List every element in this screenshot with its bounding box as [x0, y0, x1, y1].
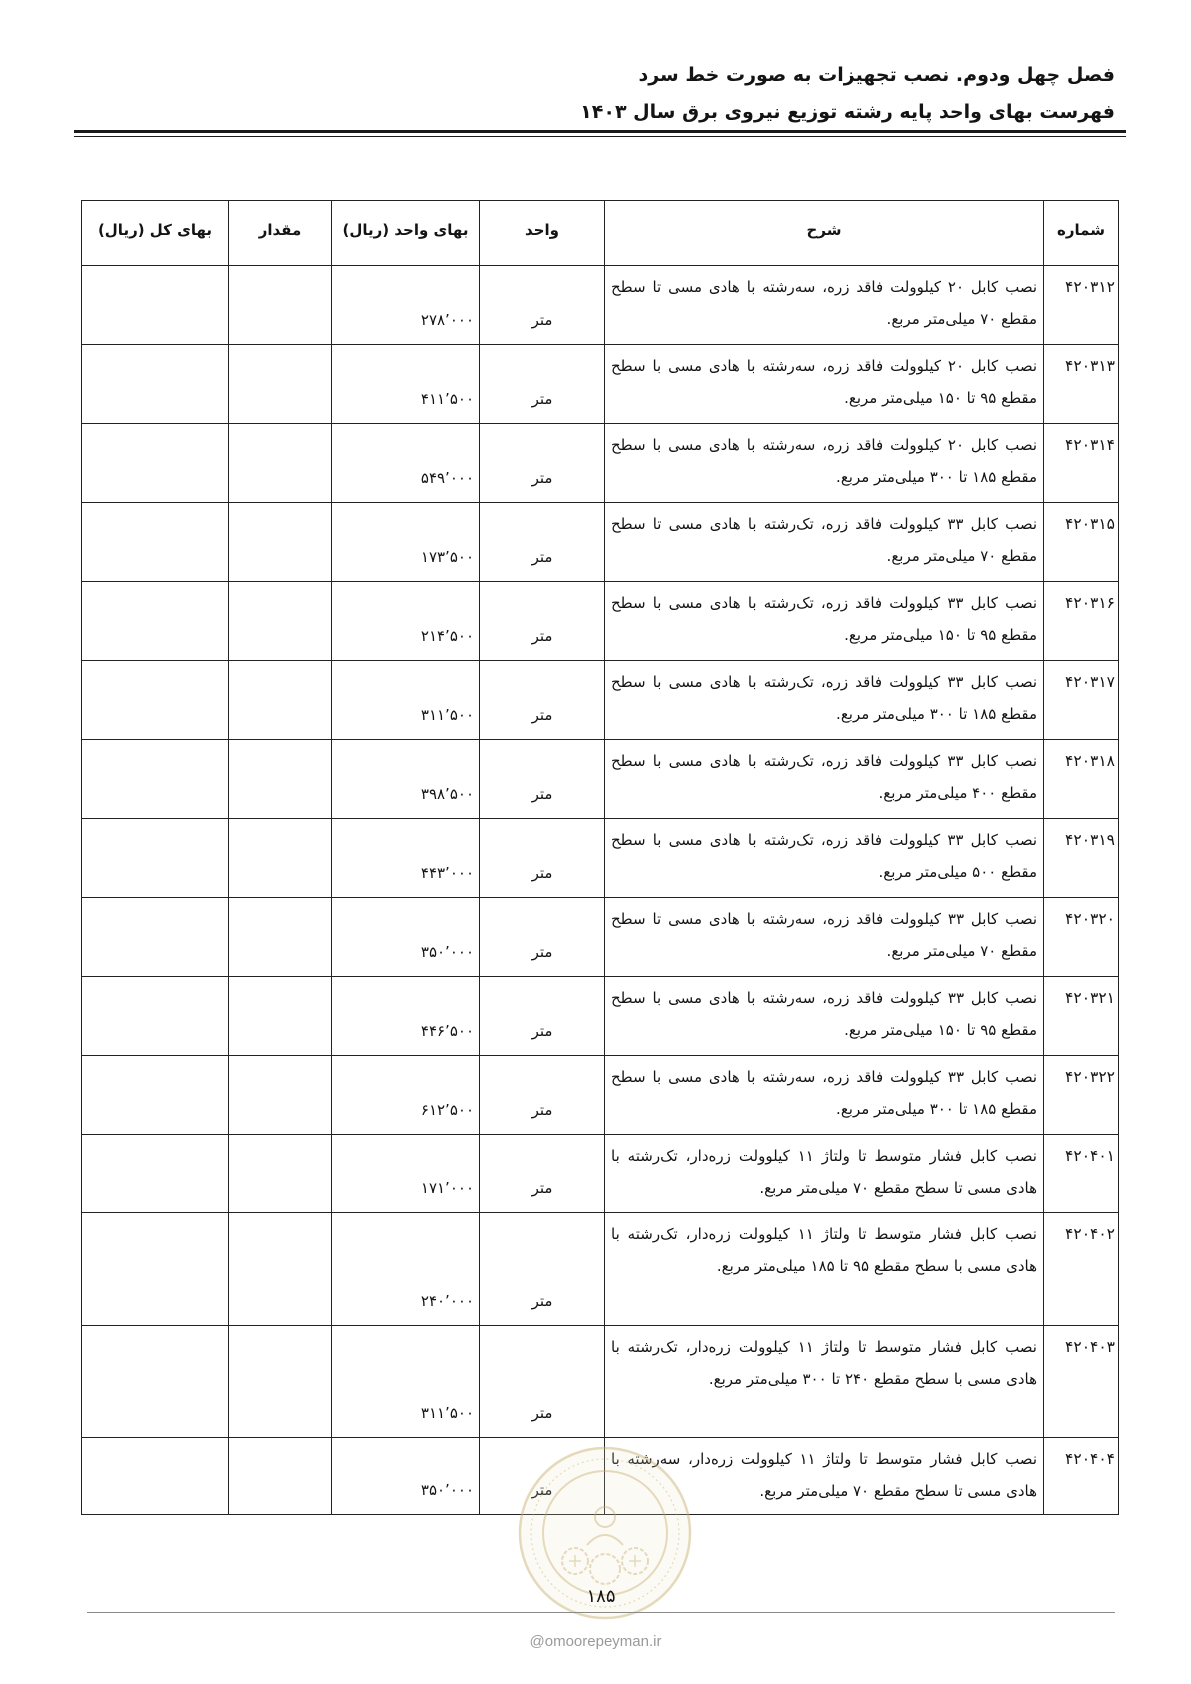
row-unit-price: ۲۴۰٬۰۰۰	[332, 1213, 480, 1326]
column-header-description: شرح	[605, 201, 1044, 266]
row-quantity	[229, 1213, 332, 1326]
row-quantity	[229, 977, 332, 1056]
header-rule-thin	[74, 136, 1126, 137]
page-number: ۱۸۵	[586, 1586, 616, 1607]
row-code: ۴۲۰۳۱۲	[1044, 266, 1119, 345]
column-header-code: شماره	[1044, 201, 1119, 266]
row-total-price	[82, 1438, 229, 1515]
row-unit: متر	[480, 1056, 605, 1135]
row-description: نصب کابل ۳۳ کیلوولت فاقد زره، سه‌رشته با هادی مسی تا سطح مقطع ۷۰ میلی‌متر مربع.	[605, 898, 1044, 977]
row-description: نصب کابل ۳۳ کیلوولت فاقد زره، تک‌رشته با هادی مسی با سطح مقطع ۹۵ تا ۱۵۰ میلی‌متر مربع.	[605, 582, 1044, 661]
seal-gear-right-icon	[622, 1548, 648, 1574]
table-header-row	[82, 201, 1119, 266]
row-total-price	[82, 345, 229, 424]
row-unit-price: ۲۱۴٬۵۰۰	[332, 582, 480, 661]
row-code: ۴۲۰۳۱۶	[1044, 582, 1119, 661]
row-unit: متر	[480, 503, 605, 582]
row-quantity	[229, 345, 332, 424]
row-total-price	[82, 977, 229, 1056]
row-quantity	[229, 661, 332, 740]
row-unit: متر	[480, 898, 605, 977]
row-description: نصب کابل ۳۳ کیلوولت فاقد زره، تک‌رشته با هادی مسی با سطح مقطع ۵۰۰ میلی‌متر مربع.	[605, 819, 1044, 898]
table-row	[82, 345, 1119, 424]
row-description: نصب کابل ۲۰ کیلوولت فاقد زره، سه‌رشته با هادی مسی با سطح مقطع ۱۸۵ تا ۳۰۰ میلی‌متر مربع.	[605, 424, 1044, 503]
table-row	[82, 661, 1119, 740]
row-code: ۴۲۰۴۰۴	[1044, 1438, 1119, 1515]
table-row	[82, 977, 1119, 1056]
row-quantity	[229, 898, 332, 977]
row-code: ۴۲۰۳۱۸	[1044, 740, 1119, 819]
row-quantity	[229, 1135, 332, 1213]
row-code: ۴۲۰۳۱۳	[1044, 345, 1119, 424]
row-code: ۴۲۰۴۰۲	[1044, 1213, 1119, 1326]
footer-rule	[87, 1612, 1115, 1613]
row-description: نصب کابل ۳۳ کیلوولت فاقد زره، تک‌رشته با هادی مسی با سطح مقطع ۴۰۰ میلی‌متر مربع.	[605, 740, 1044, 819]
column-header-total-price: بهای کل (ریال)	[82, 201, 229, 266]
row-unit-price: ۳۱۱٬۵۰۰	[332, 661, 480, 740]
column-header-unit: واحد	[480, 201, 605, 266]
row-quantity	[229, 1326, 332, 1438]
column-header-unit-price: بهای واحد (ریال)	[332, 201, 480, 266]
row-unit: متر	[480, 1438, 605, 1515]
table-row	[82, 898, 1119, 977]
table-row	[82, 1326, 1119, 1438]
row-unit: متر	[480, 1326, 605, 1438]
column-header-quantity: مقدار	[229, 201, 332, 266]
row-unit-price: ۳۹۸٬۵۰۰	[332, 740, 480, 819]
row-total-price	[82, 819, 229, 898]
row-description: نصب کابل ۳۳ کیلوولت فاقد زره، سه‌رشته با هادی مسی با سطح مقطع ۹۵ تا ۱۵۰ میلی‌متر مربع.	[605, 977, 1044, 1056]
row-unit-price: ۴۱۱٬۵۰۰	[332, 345, 480, 424]
document-header	[355, 57, 1115, 131]
row-code: ۴۲۰۳۱۵	[1044, 503, 1119, 582]
table-row	[82, 424, 1119, 503]
table-row	[82, 266, 1119, 345]
seal-gear-left-icon	[562, 1548, 588, 1574]
row-code: ۴۲۰۴۰۳	[1044, 1326, 1119, 1438]
row-unit-price: ۲۷۸٬۰۰۰	[332, 266, 480, 345]
row-description: نصب کابل فشار متوسط تا ولتاژ ۱۱ کیلوولت زره‌دار، تک‌رشته با هادی مسی با سطح مقطع ۹۵ تا ۱۸۵ میلی‌متر مربع.	[605, 1213, 1044, 1326]
row-total-price	[82, 503, 229, 582]
table-row	[82, 819, 1119, 898]
row-unit: متر	[480, 345, 605, 424]
row-description: نصب کابل ۲۰ کیلوولت فاقد زره، سه‌رشته با هادی مسی تا سطح مقطع ۷۰ میلی‌متر مربع.	[605, 266, 1044, 345]
row-unit: متر	[480, 977, 605, 1056]
row-total-price	[82, 1326, 229, 1438]
row-description: نصب کابل ۲۰ کیلوولت فاقد زره، سه‌رشته با هادی مسی با سطح مقطع ۹۵ تا ۱۵۰ میلی‌متر مربع.	[605, 345, 1044, 424]
row-total-price	[82, 1056, 229, 1135]
row-unit-price: ۱۷۳٬۵۰۰	[332, 503, 480, 582]
row-unit: متر	[480, 1135, 605, 1213]
row-unit: متر	[480, 266, 605, 345]
row-quantity	[229, 1056, 332, 1135]
seal-person-body-icon	[587, 1535, 623, 1545]
header-rule-thick	[74, 130, 1126, 133]
price-table	[81, 200, 1119, 1515]
row-quantity	[229, 740, 332, 819]
row-total-price	[82, 424, 229, 503]
price-list-title: فهرست بهای واحد پایه رشته توزیع نیروی برق سال ۱۴۰۳	[580, 101, 1115, 123]
row-unit-price: ۳۵۰٬۰۰۰	[332, 1438, 480, 1515]
chapter-title: فصل چهل ودوم. نصب تجهیزات به صورت خط سرد	[638, 64, 1115, 86]
row-unit: متر	[480, 424, 605, 503]
row-unit: متر	[480, 740, 605, 819]
row-unit-price: ۳۱۱٬۵۰۰	[332, 1326, 480, 1438]
row-unit-price: ۴۴۳٬۰۰۰	[332, 819, 480, 898]
row-code: ۴۲۰۳۱۷	[1044, 661, 1119, 740]
row-description: نصب کابل ۳۳ کیلوولت فاقد زره، تک‌رشته با هادی مسی تا سطح مقطع ۷۰ میلی‌متر مربع.	[605, 503, 1044, 582]
row-total-price	[82, 898, 229, 977]
row-quantity	[229, 819, 332, 898]
row-quantity	[229, 503, 332, 582]
row-description: نصب کابل ۳۳ کیلوولت فاقد زره، تک‌رشته با هادی مسی با سطح مقطع ۱۸۵ تا ۳۰۰ میلی‌متر مربع.	[605, 661, 1044, 740]
row-unit: متر	[480, 819, 605, 898]
row-quantity	[229, 1438, 332, 1515]
row-unit: متر	[480, 1213, 605, 1326]
row-code: ۴۲۰۳۲۲	[1044, 1056, 1119, 1135]
row-description: نصب کابل فشار متوسط تا ولتاژ ۱۱ کیلوولت زره‌دار، تک‌رشته با هادی مسی با سطح مقطع ۲۴۰ تا ۳۰۰ میلی‌متر مربع.	[605, 1326, 1044, 1438]
row-unit-price: ۴۴۶٬۵۰۰	[332, 977, 480, 1056]
row-code: ۴۲۰۳۲۱	[1044, 977, 1119, 1056]
row-total-price	[82, 582, 229, 661]
row-unit-price: ۱۷۱٬۰۰۰	[332, 1135, 480, 1213]
table-row	[82, 740, 1119, 819]
seal-gear-center-icon	[590, 1554, 620, 1584]
row-code: ۴۲۰۳۱۴	[1044, 424, 1119, 503]
table-body	[82, 266, 1119, 1515]
row-quantity	[229, 582, 332, 661]
table-row	[82, 1056, 1119, 1135]
table-row	[82, 1213, 1119, 1326]
row-unit: متر	[480, 582, 605, 661]
row-code: ۴۲۰۴۰۱	[1044, 1135, 1119, 1213]
table-row	[82, 503, 1119, 582]
row-description: نصب کابل فشار متوسط تا ولتاژ ۱۱ کیلوولت زره‌دار، تک‌رشته با هادی مسی تا سطح مقطع ۷۰ میلی‌متر مربع.	[605, 1135, 1044, 1213]
row-unit-price: ۶۱۲٬۵۰۰	[332, 1056, 480, 1135]
row-total-price	[82, 266, 229, 345]
row-total-price	[82, 740, 229, 819]
row-total-price	[82, 1213, 229, 1326]
footer-website: @omoorepeyman.ir	[529, 1633, 662, 1650]
row-code: ۴۲۰۳۱۹	[1044, 819, 1119, 898]
row-quantity	[229, 266, 332, 345]
row-description: نصب کابل ۳۳ کیلوولت فاقد زره، سه‌رشته با هادی مسی با سطح مقطع ۱۸۵ تا ۳۰۰ میلی‌متر مربع.	[605, 1056, 1044, 1135]
row-total-price	[82, 1135, 229, 1213]
row-unit: متر	[480, 661, 605, 740]
row-quantity	[229, 424, 332, 503]
row-total-price	[82, 661, 229, 740]
row-unit-price: ۳۵۰٬۰۰۰	[332, 898, 480, 977]
row-description: نصب کابل فشار متوسط تا ولتاژ ۱۱ کیلوولت زره‌دار، سه‌رشته با هادی مسی تا سطح مقطع ۷۰ میلی‌متر مربع.	[605, 1438, 1044, 1515]
table-row	[82, 582, 1119, 661]
seal-scale-icon	[569, 1555, 641, 1567]
table-row	[82, 1438, 1119, 1515]
row-code: ۴۲۰۳۲۰	[1044, 898, 1119, 977]
row-unit-price: ۵۴۹٬۰۰۰	[332, 424, 480, 503]
table-row	[82, 1135, 1119, 1213]
